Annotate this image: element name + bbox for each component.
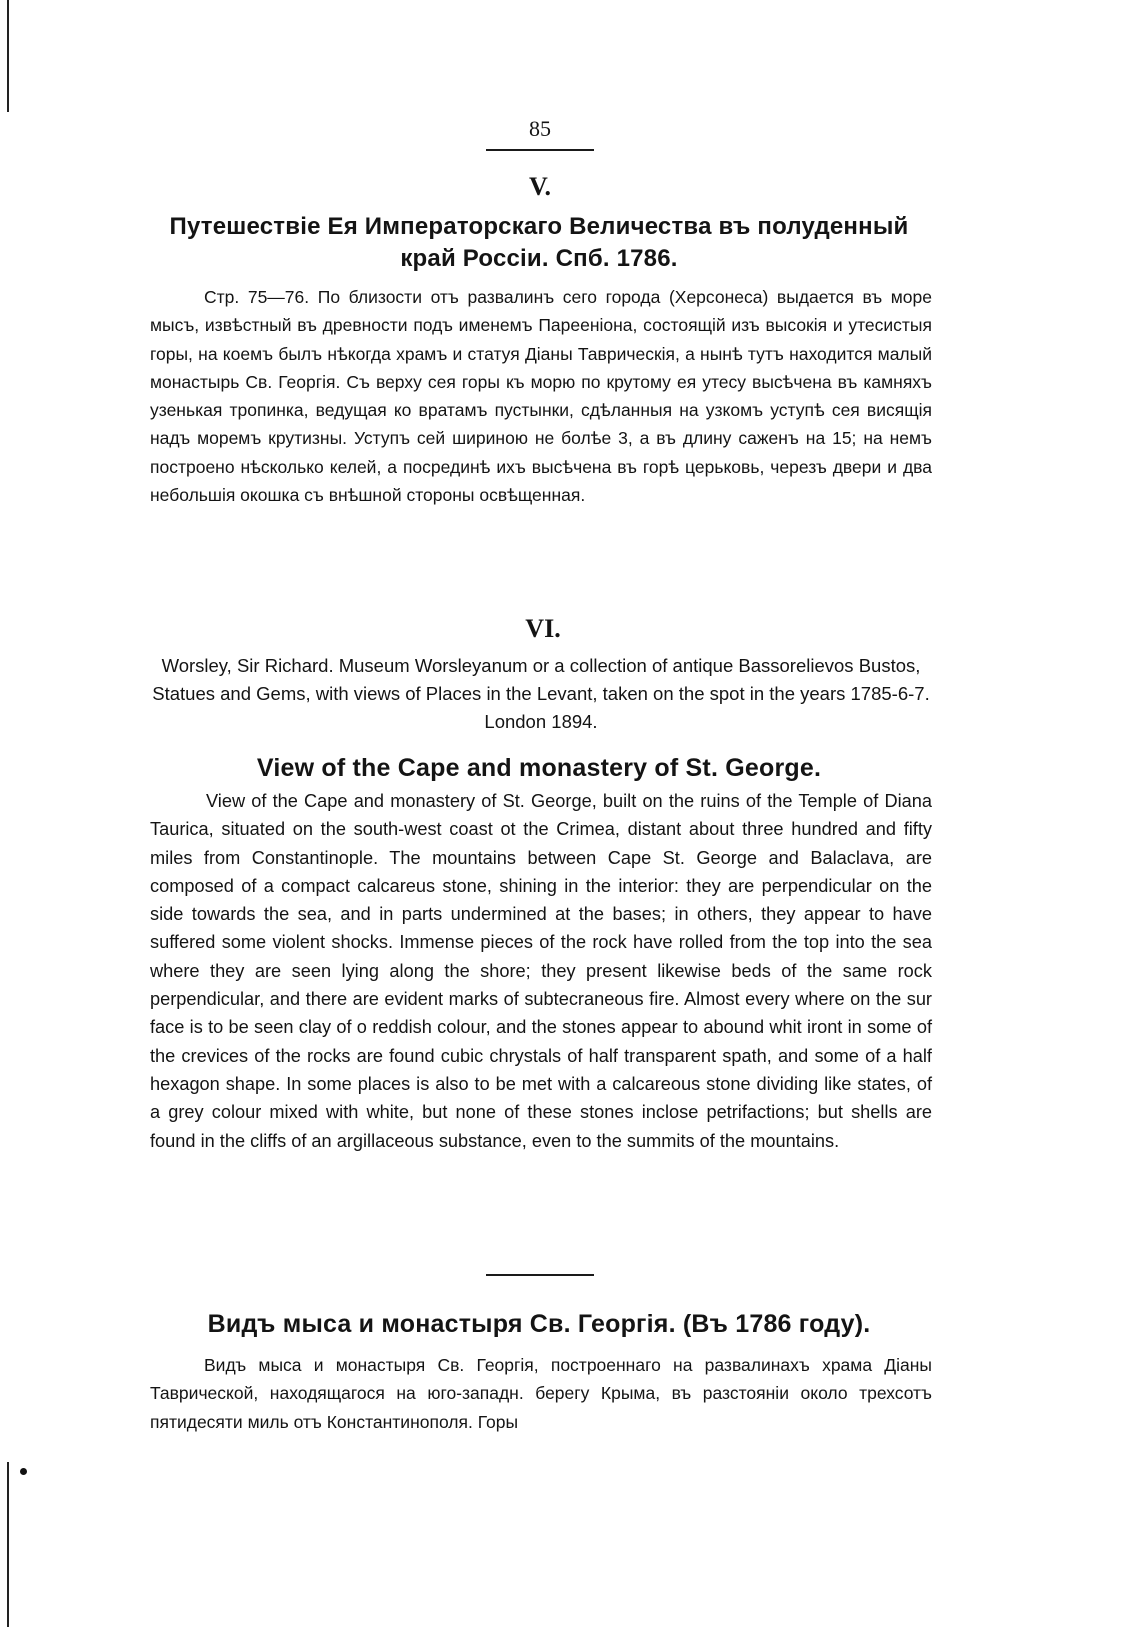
section-vi-text: View of the Cape and monastery of St. George, built on the ruins of the Temple of Diana Taurica, situated on the south-west coast ot the Crimea, distant about three hundred and fifty miles from Constantinople. The mountains between Cape St. George and Balaclava, are composed of a compact calcareus stone, shining in the interior: they are perpendicular on the side towards the sea, and in parts undermined at the bases; in others, they appear to have suffered some violent shocks. Immense pieces of the rock have rolled from the top into the sea where they are seen lying along the shore; they present likewise beds of the same rock perpendicular, and there are evident marks of subtecraneous fire. Almost every where on the sur face is to be seen clay of o reddish colour, and the stones appear to abound whit iront in some of the crevices of the rocks are found cubic chrystals of half transparent spath, and some of a half hexagon shape. In some places is also to be met with a calcareous stone dividing like states, of a grey colour mixed with white, but none of these stones inclose petrifactions; but shells are found in the cliffs of an argillaceous substance, even to the summits of the mountains. <box>150 791 932 1151</box>
section-vi-title: View of the Cape and monastery of St. George. <box>256 754 822 782</box>
left-margin-line-bottom <box>7 1462 9 1627</box>
page-number-rule <box>486 149 594 151</box>
section-ru-text: Видъ мыса и монастыря Св. Георгiя, построеннаго на развалинахъ храма Дiаны Таврической, находящагося на юго-западн. берегу Крыма, въ разстоянiи около трехсотъ пятидесяти миль отъ Константинополя. Горы <box>150 1355 932 1432</box>
section-v-numeral: V. <box>529 172 551 201</box>
section-divider <box>486 1274 594 1276</box>
section-vi-numeral: VI. <box>525 614 561 643</box>
page-number: 85 <box>529 116 551 141</box>
section-ru-title: Видъ мыса и монастыря Св. Георгiя. (Въ 1786 году). <box>207 1310 871 1338</box>
section-v-title: Путешествіе Ея Императорскаго Величества въ полуденный край Россіи. Спб. 1786. <box>169 213 909 272</box>
section-v-text: Стр. 75—76. По близости отъ развалинъ сего города (Херсонеса) выдается въ море мысъ, извѣстный въ древности подъ именемъ Пареенiона, состоящiй изъ высокiя и утесистыя горы, на коемъ былъ нѣкогда храмъ и статуя Дiаны Таврическiя, а нынѣ тутъ находится малый монастырь Св. Георгiя. Съ верху сея горы къ морю по крутому ея утесу высѣчена въ камняхъ узенькая тропинка, ведущая ко вратамъ пустынки, сдѣланныя на узкомъ уступѣ сея висящiя надъ моремъ крутизны. Уступъ сей шириною не болѣе 3, а въ длину саженъ на 15; на немъ построено нѣсколько келей, а посрединѣ ихъ высѣчена въ горѣ церьковь, черезъ двери и два небольшiя окошка съ внѣшной стороны освѣщенная. <box>150 287 932 506</box>
left-margin-line <box>7 0 9 112</box>
section-vi-reference: Worsley, Sir Richard. Museum Worsleyanum or a collection of antique Bassorelievos Bustos, Statues and Gems, with views of Places in the Levant, taken on the spot in the years 1785-6-7. London 1894. <box>152 655 930 732</box>
ink-spot <box>20 1468 27 1475</box>
